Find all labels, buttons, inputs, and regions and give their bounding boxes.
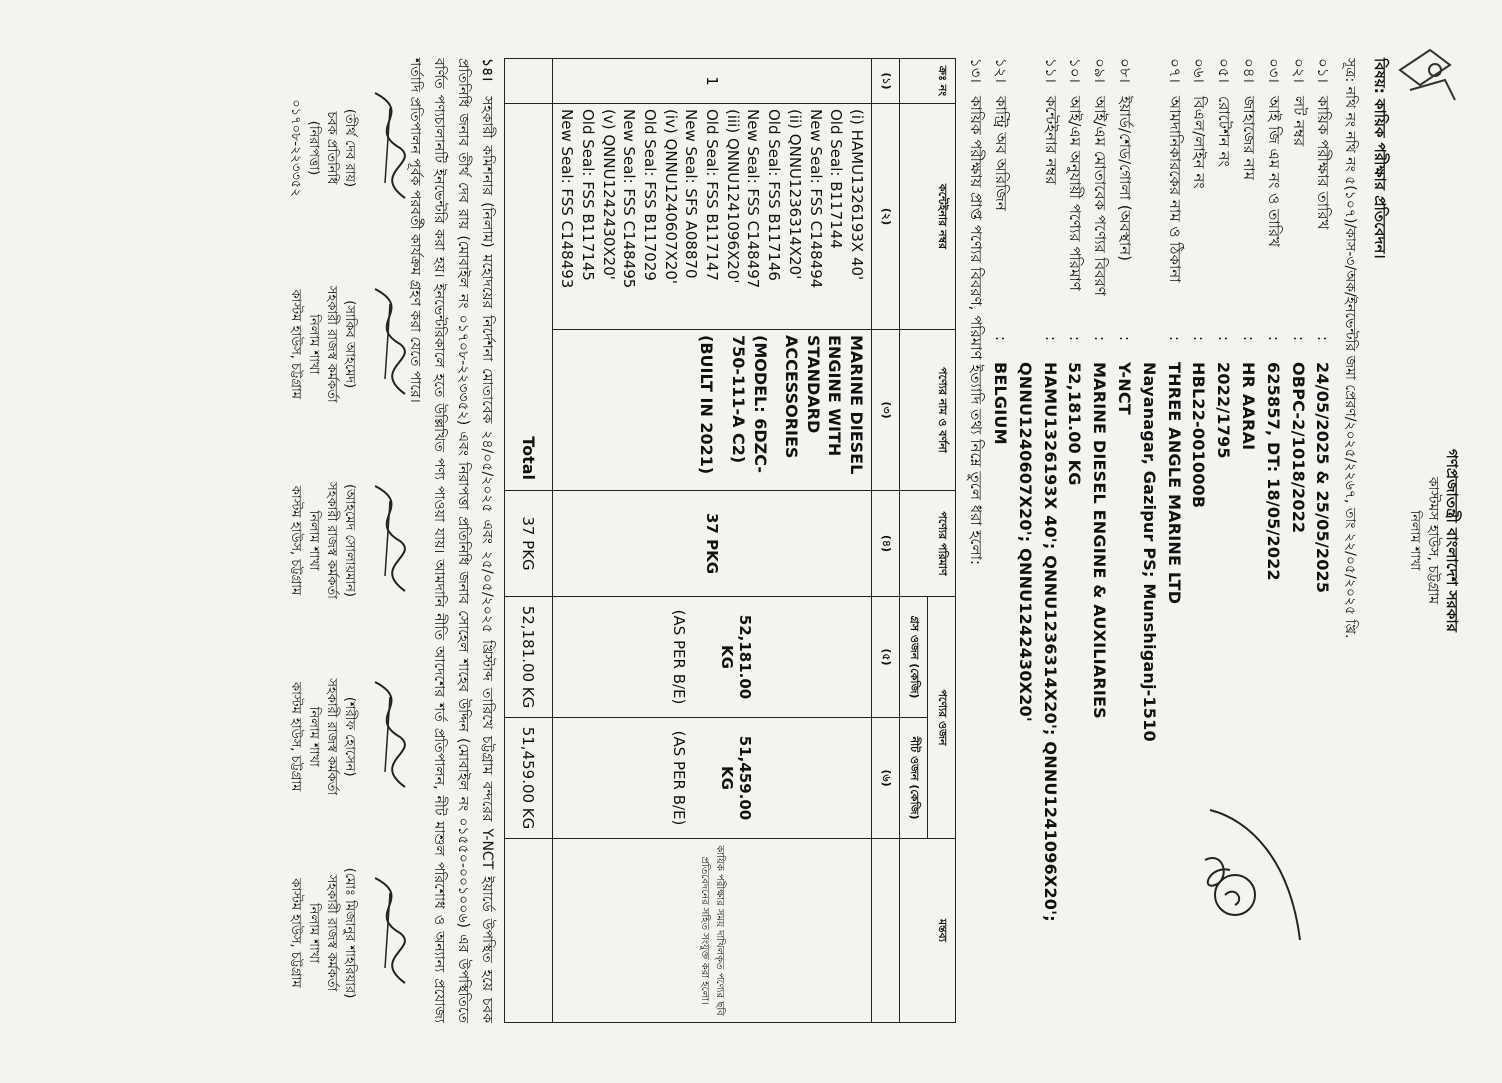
header-description: পণ্যের নাম ও বর্ণনা [899, 330, 955, 491]
header-remarks: মন্তব্য [899, 839, 955, 1023]
seal-scribble-icon [1390, 40, 1470, 110]
container-line: New Seal: SFS A08870 [682, 109, 701, 279]
field-separator: : [1115, 336, 1134, 342]
signature-scribble-icon [360, 677, 420, 797]
total-net: 51,459.00 KG [504, 718, 552, 839]
col-num: (২) [871, 104, 899, 330]
field-row [1012, 58, 1062, 1023]
field-label: আই জি এম নং ও তারিখ [1264, 96, 1283, 248]
field-label: কন্টেইনার নম্বর [1041, 96, 1060, 185]
field-separator: : [1066, 336, 1085, 342]
container-line: New Seal: FSS C148497 [744, 109, 763, 289]
row-sl: 1 [552, 59, 871, 104]
header-container: কন্টেইনার নম্বর [899, 104, 955, 330]
header-quantity: পণ্যের পরিমাণ [899, 491, 955, 597]
field-value [987, 362, 1012, 1023]
field-value-line: OBPC-2/1018/2022 [1288, 362, 1308, 534]
field-row [964, 58, 987, 1023]
field-label: আমদানিকারকের নাম ও ঠিকানা [1165, 96, 1184, 283]
total-row [504, 59, 552, 1023]
container-line: (iv) QNNU1240607X20' [661, 109, 680, 285]
container-list [552, 104, 871, 330]
field-value-line: HAMU1326193X 40'; QNNU1236314X20'; QNNU1241096X20'; [1040, 362, 1060, 922]
field-number: ০৫। [1215, 58, 1234, 83]
signature-scribble-icon [360, 481, 420, 601]
field-number: ০২। [1289, 58, 1308, 83]
field-value-line: MARINE DIESEL ENGINE & AUXILIARIES [1090, 362, 1110, 719]
signatory-org: নিলাম শাখা [306, 510, 322, 571]
field-value [1111, 362, 1136, 1023]
description-line: (MODEL: 6DZC- [750, 335, 770, 473]
field-number: ০৪। [1239, 58, 1258, 83]
field-row [1062, 58, 1087, 1023]
signatory-extra: কাস্টম হাউস, চট্টগ্রাম [287, 485, 303, 596]
letterhead-government: গণপ্রজাতন্ত্রী বাংলাদেশ সরকার [1443, 449, 1461, 632]
signatory-name: (আহমেদ সোলায়মান) [342, 483, 358, 598]
col-num: (৩) [871, 330, 899, 491]
signatory-extra: কাস্টম হাউস, চট্টগ্রাম [287, 878, 303, 988]
container-line: Old Seal: B117144 [827, 109, 846, 249]
field-label: রোটেশন নং [1215, 96, 1234, 167]
container-line: (ii) QNNU1236314X20' [785, 109, 804, 280]
field-number: ১১। [1041, 58, 1060, 83]
field-value-line: 52,181.00 KG [1065, 362, 1085, 486]
header-net: নীট ওজন (কেজি) [899, 718, 927, 839]
row-quantity: 37 PKG [552, 491, 871, 597]
field-value-line: HBL22-001000B [1189, 362, 1209, 509]
signatory-org: (নিরাপত্তা) [306, 120, 322, 176]
container-line: Old Seal: FSS B117145 [578, 109, 597, 281]
signatory [286, 843, 359, 1023]
col-num: (৬) [871, 718, 899, 839]
field-separator: : [1091, 336, 1110, 342]
signatory-name: (শরীফ হোসেন) [342, 696, 358, 777]
container-line: Old Seal: FSS B117146 [765, 109, 784, 281]
signatory [286, 254, 359, 434]
letterhead-office: কাস্টমস হাউস, চট্টগ্রাম [1424, 476, 1441, 605]
field-number: ১২। [991, 58, 1010, 83]
signatory-title: সহকারী রাজস্ব কর্মকর্তা [324, 678, 340, 796]
field-label: আই/এম মোতাবেক পণ্যের বিবরণ [1091, 96, 1110, 296]
field-value-line: THREE ANGLE MARINE LTD [1164, 362, 1184, 605]
field-label: জাহাজের নাম [1239, 96, 1258, 181]
row-net [552, 718, 871, 839]
field-separator: : [1264, 336, 1283, 342]
signatory-title: সহকারী রাজস্ব কর্মকর্তা [324, 482, 340, 599]
description-line: STANDARD [803, 335, 823, 434]
gross-note: (AS PER B/E) [669, 609, 688, 705]
field-label: আই/এম অনুযায়ী পণ্যের পরিমাণ [1066, 96, 1085, 291]
letterhead-section: নিলাম শাখা [1406, 510, 1422, 571]
field-row [1136, 58, 1186, 1023]
container-line: New Seal: FSS C148495 [620, 109, 639, 289]
container-line: (iii) QNNU1241096X20' [723, 109, 742, 284]
field-value-line: Nayanagar, Gazipur PS; Munshiganj-1510 [1139, 362, 1159, 742]
container-line: (i) HAMU1326193X 40' [847, 109, 866, 281]
container-line: (v) QNNU1242430X20' [599, 109, 618, 280]
subject-line: বিষয়: কায়িক পরীক্ষার প্রতিবেদন। [1371, 58, 1390, 259]
signatory-extra: ০১৭০৮-২২৩৩৫২ [287, 99, 303, 197]
signatory-title: সহকারী রাজস্ব কর্মকর্তা [324, 285, 340, 403]
signatory-name: (সাকিব আহমেদ) [342, 300, 358, 389]
field-number: ০৭। [1165, 58, 1184, 83]
gross-value: 52,181.00 KG [717, 614, 754, 700]
signature-scribble-icon [360, 873, 420, 993]
container-line: Old Seal: FSS B117147 [703, 109, 722, 281]
field-value [1086, 362, 1111, 1023]
header-weight-group: পণ্যের ওজন [927, 597, 955, 839]
header-sl: ক্রঃ নং [899, 59, 955, 104]
goods-description [552, 330, 871, 491]
header-gross: গ্রস ওজন (কেজি) [899, 597, 927, 718]
field-label: কায়িক পরীক্ষার তারিখ [1314, 96, 1333, 230]
field-value-line: HR AARAI [1238, 362, 1258, 451]
goods-table [504, 58, 956, 1023]
field-separator: : [1165, 336, 1184, 342]
description-line: ACCESSORIES [782, 335, 802, 459]
reference-line: সূত্র: নথি নং নথি নং ৫(১০৭)/কাস-৩/অক/ইনভেন্টরি জমা প্রেরণ/২০২৫/২২৬৭, তাং ২২/০৫/২০২৫ খ্রি. [1342, 58, 1359, 639]
col-num: (৫) [871, 597, 899, 718]
signature-scribble-icon [360, 88, 420, 208]
signatory [286, 451, 359, 631]
col-num: (৪) [871, 491, 899, 597]
field-number: ০১। [1314, 58, 1333, 83]
field-value [1012, 362, 1062, 1023]
field-value-line: Y-NCT [1114, 362, 1134, 415]
field-separator: : [1239, 336, 1258, 342]
signature-block [286, 58, 359, 1023]
field-separator: : [1215, 336, 1234, 342]
field-label: কান্ট্রি অব অরিজিন [991, 96, 1010, 211]
description-line: ENGINE WITH [825, 335, 845, 457]
total-quantity: 37 PKG [504, 491, 552, 597]
field-value-line: BELGIUM [990, 362, 1010, 445]
field-separator: : [1041, 336, 1060, 342]
signatory-title: সহকারী রাজস্ব কর্মকর্তা [324, 874, 340, 992]
field-separator: : [1314, 336, 1333, 342]
field-number: ০৩। [1264, 58, 1283, 83]
field-number: ১৩। [967, 58, 986, 83]
field-separator: : [1289, 336, 1308, 342]
total-label: Total [504, 104, 552, 491]
field-number: ১০। [1066, 58, 1085, 83]
field-value [1136, 362, 1186, 1023]
row-gross [552, 597, 871, 718]
handwritten-page-mark-icon [1190, 800, 1320, 950]
container-line: New Seal: FSS C148493 [558, 109, 577, 289]
field-value [1062, 362, 1087, 1023]
field-label: লট নম্বর [1289, 96, 1308, 147]
field-row [987, 58, 1012, 1023]
field-value-line: 625857, DT: 18/05/2022 [1263, 362, 1283, 581]
net-note: (AS PER B/E) [669, 730, 688, 826]
total-gross: 52,181.00 KG [504, 597, 552, 718]
field-separator: : [1190, 336, 1209, 342]
signatory-extra: কাস্টম হাউস, চট্টগ্রাম [287, 681, 303, 792]
field-value-line: 24/05/2025 & 25/05/2025 [1313, 362, 1333, 594]
signatory-name: (তীর্থ দেব রায়) [342, 108, 358, 188]
signatory [286, 58, 359, 238]
signatory-org: নিলাম শাখা [306, 314, 322, 375]
signatory [286, 647, 359, 827]
field-value-line: QNNU1240607X20'; QNNU1242430X20' [1015, 362, 1035, 722]
paragraph-text: সহকারী কমিশনার (নিলাম) মহোদয়ের নির্দেশনা মোতাবেক ২৪/০৫/২০২৫ এবং ২৫/০৫/২০২৫ খ্রিস্টাব্দ তারিখে চট্টগ্রাম বন্দরের Y-NCT ইয়ার্ডে উপস্থিত হয়ে চবক প্রতিনিধি জনাব তীর্থ দেব রায় (মোবাইল নং ০১৭০৮-২২৩৩৫২) এবং নিরাপত্তা প্রতিনিধি জনাব সোহেল শাহেব উদ্দিন (মোবাইল নং ০১৫৫০-০০১০০৬) এর উপস্থিতিতে বর্ণিত পণ্যচালানটি ইনভেন্টরি করা হয়। ইনভেন্টরিকালে হতে উল্লিখিত পণ্য পাওয়া যায়। আমদানি নীতি আদেশের শর্ত প্রতিপালন, নীট মাশুল পরিশোধ ও অন্যান্য প্রযোজ্য শর্তাদি প্রতিপালন পূর্বক পরবর্তী কার্যক্রম গ্রহণ করা যেতে পারে। [407, 58, 495, 1023]
field-label: বিএল/লাইন নং [1190, 96, 1209, 189]
field-row [1111, 58, 1136, 1023]
field-number: ০৮। [1115, 58, 1134, 83]
container-line: New Seal: FSS C148494 [806, 109, 825, 289]
net-value: 51,459.00 KG [717, 735, 754, 821]
field-number: ০৬। [1190, 58, 1209, 83]
field-separator: : [991, 336, 1010, 342]
field-row [1086, 58, 1111, 1023]
signatory-extra: কাস্টম হাউস, চট্টগ্রাম [287, 289, 303, 400]
signature-scribble-icon [360, 284, 420, 404]
field-value-line: 2022/1795 [1214, 362, 1234, 459]
field-number: ০৯। [1091, 58, 1110, 83]
description-line: 750-111-A C2) [728, 335, 748, 464]
table-row [552, 59, 871, 1023]
description-line: (BUILT IN 2021) [697, 335, 717, 475]
container-line: Old Seal: FSS B117029 [641, 109, 660, 281]
signatory-org: নিলাম শাখা [306, 902, 322, 964]
row-remarks: কায়িক পরীক্ষার সময় দাখিলকৃত পণ্যের ছবি প্রতিবেদনের সহিত সংযুক্ত করা হলো। [552, 839, 871, 1023]
signatory-title: চবক প্রতিনিধি [324, 111, 340, 185]
letterhead [1405, 58, 1462, 1023]
field-label: কায়িক পরীক্ষায় প্রাপ্ত পণ্যের বিবরণ, পরিমাণ ইত্যাদি তথ্য নিম্নে তুলে ধরা হলো: [967, 96, 986, 566]
field-label: ইয়ার্ড/শেড/গোলা (অবস্থান) [1115, 96, 1134, 261]
col-num: (১) [871, 59, 899, 104]
description-line: MARINE DIESEL [846, 335, 866, 475]
paragraph-number: ১৪। [478, 58, 495, 82]
signatory-name: (মোঃ মিজানুর শাহরিয়ার) [342, 867, 358, 999]
signatory-org: নিলাম শাখা [306, 706, 322, 767]
